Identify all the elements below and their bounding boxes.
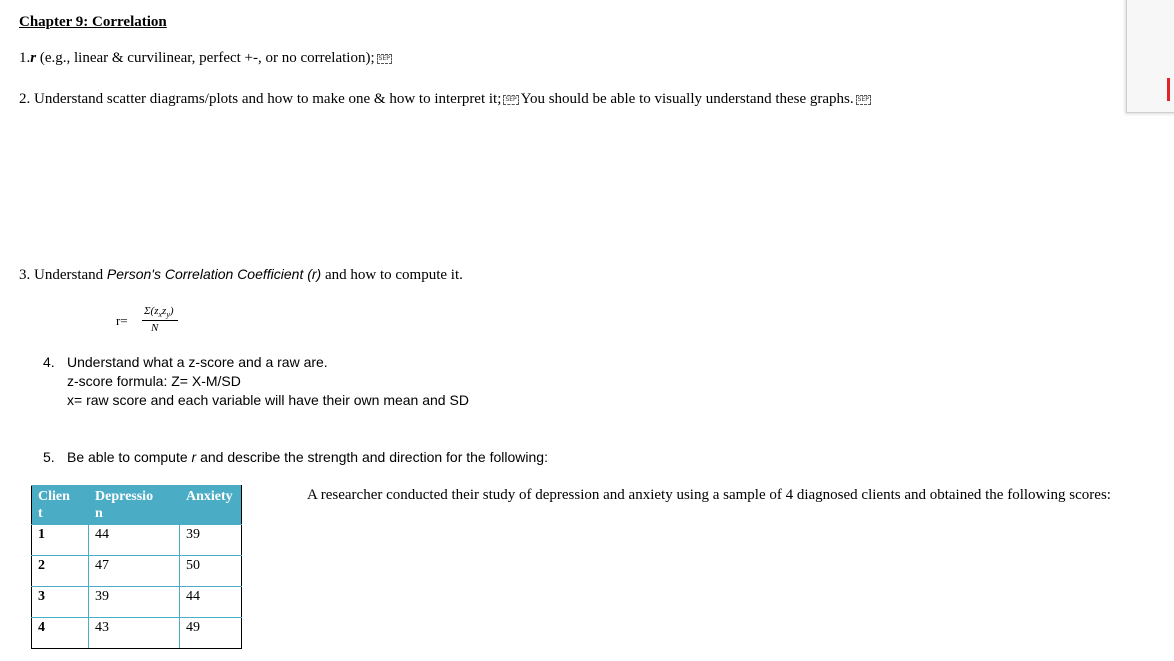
cell-client: 4 <box>32 618 89 649</box>
item-3-pre: 3. Understand <box>19 267 107 283</box>
panel-accent-mark <box>1167 78 1170 101</box>
study-description: A researcher conducted their study of depression and anxiety using a sample of 4 diagnosed clients and obtained the following scores: <box>307 487 1111 503</box>
item-1-number: 1. <box>19 50 31 66</box>
item-4-line-3: x= raw score and each variable will have their own mean and SD <box>67 392 469 408</box>
header-depression: Depressio n <box>89 486 180 525</box>
item-4-line-2: z-score formula: Z= X-M/SD <box>67 373 241 389</box>
formula-denominator: N <box>151 322 159 334</box>
table-row <box>32 587 242 618</box>
cell-client: 2 <box>32 556 89 587</box>
item-4-number: 4. <box>43 354 55 370</box>
sep-marker: SEP <box>505 95 517 103</box>
sep-marker: SEP <box>857 95 869 103</box>
cell-depression: 39 <box>89 587 180 618</box>
item-5-r: r <box>191 449 197 465</box>
cell-anxiety: 49 <box>180 618 242 649</box>
header-client: Clien t <box>32 486 89 525</box>
formula-sub-x: x <box>158 310 163 320</box>
table-row <box>32 556 242 587</box>
item-2 <box>19 91 873 108</box>
cell-anxiety: 50 <box>180 556 242 587</box>
formula-numerator-end: ) <box>169 305 174 317</box>
item-3-post: and how to compute it. <box>321 267 463 283</box>
item-3 <box>19 266 463 284</box>
item-1-text: (e.g., linear & curvilinear, perfect +-, or no correlation); <box>36 50 375 66</box>
item-3-italic: Person's Correlation Coefficient (r) <box>106 266 322 282</box>
item-1-r: r <box>30 50 37 66</box>
table-header-row <box>32 486 242 525</box>
scores-table <box>31 485 242 649</box>
sep-marker: SEP <box>378 54 390 62</box>
header-anxiety: Anxiety <box>180 486 242 525</box>
item-2-text-2: You should be able to visually understand these graphs. <box>520 91 854 107</box>
formula-sub-y: y <box>166 310 170 320</box>
chapter-title: Chapter 9: Correlation <box>19 14 167 30</box>
item-5-text <box>67 449 548 465</box>
formula-numerator <box>144 305 174 319</box>
item-2-text: 2. Understand scatter diagrams/plots and how to make one & how to interpret it; <box>19 91 502 107</box>
cell-anxiety: 39 <box>180 525 242 556</box>
item-4-line-1: Understand what a z-score and a raw are. <box>67 354 328 370</box>
table-row <box>32 618 242 649</box>
cell-depression: 47 <box>89 556 180 587</box>
table-row <box>32 525 242 556</box>
formula-fraction-bar <box>142 320 178 321</box>
item-5-number: 5. <box>43 449 55 465</box>
formula-numerator-start: Σ(z <box>144 305 159 317</box>
item-5-post: and describe the strength and direction for the following: <box>196 449 548 465</box>
item-1 <box>19 50 394 67</box>
item-5-pre: Be able to compute <box>67 449 192 465</box>
formula-numerator-mid: z <box>162 305 167 317</box>
cell-client: 1 <box>32 525 89 556</box>
cell-anxiety: 44 <box>180 587 242 618</box>
cell-depression: 43 <box>89 618 180 649</box>
formula-lhs: r= <box>116 313 128 328</box>
cell-client: 3 <box>32 587 89 618</box>
cell-depression: 44 <box>89 525 180 556</box>
